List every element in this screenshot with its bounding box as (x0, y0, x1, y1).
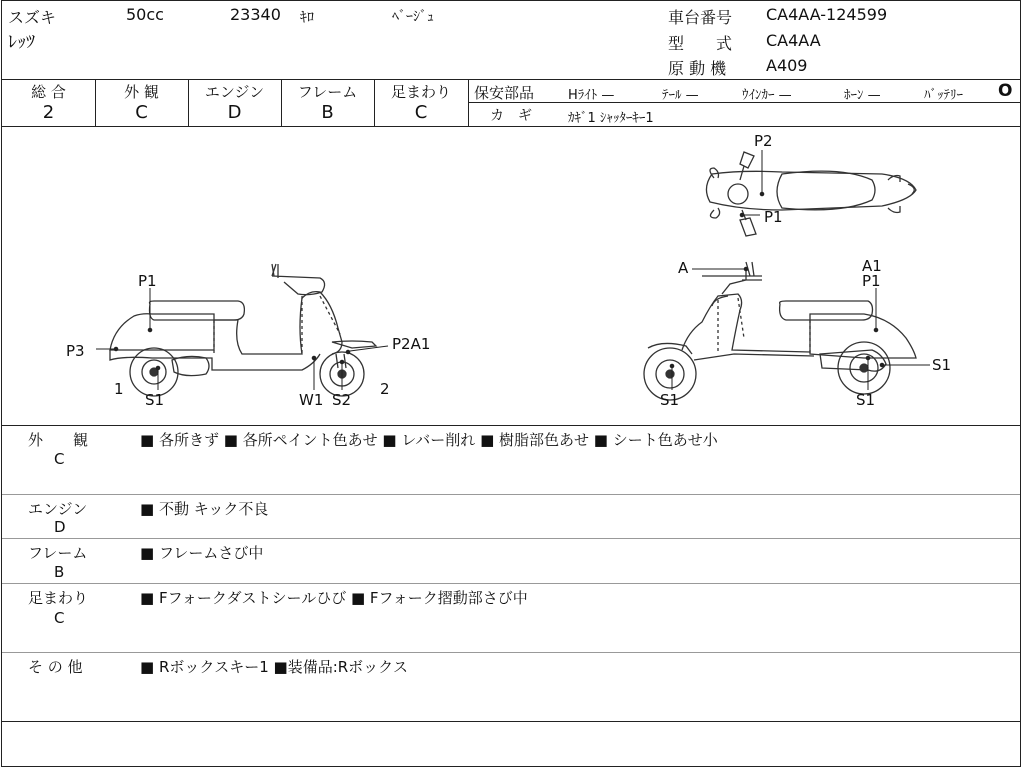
section-suspension-text: ■ Fフォークダストシールひび ■ Fフォーク摺動部さび中 (140, 589, 528, 607)
frame-no-label: 車台番号 (668, 8, 733, 27)
divider (2, 425, 1020, 426)
model-name: ﾚｯﾂ (8, 32, 35, 53)
label-w1: W1 (299, 391, 324, 409)
divider (2, 79, 1020, 80)
divider (2, 538, 1020, 539)
section-exterior-label: 外 観 (28, 431, 89, 449)
divider (2, 721, 1020, 722)
grade-frame-label: フレーム (297, 83, 358, 101)
label-s1-rear: S1 (856, 391, 876, 409)
engine-value: A409 (766, 56, 808, 75)
label-s1-side: S1 (932, 356, 952, 374)
inspection-sheet (1, 0, 1021, 767)
grade-exterior-label: 外 観 (124, 83, 159, 101)
type-value: CA4AA (766, 31, 821, 50)
grade-overall-label: 総 合 (31, 83, 66, 101)
section-frame-label: フレーム (28, 544, 88, 562)
section-frame-text: ■ フレームさび中 (140, 544, 264, 562)
divider (468, 79, 469, 126)
grade-exterior-value: C (135, 102, 148, 123)
label-p2-top: P2 (754, 132, 773, 150)
label-a1: A1 (862, 257, 882, 275)
section-exterior-grade: C (54, 450, 65, 468)
mileage: 23340 (230, 5, 281, 24)
damage-diagram (2, 128, 1020, 425)
type-label: 型 式 (668, 34, 733, 53)
key-label: カ ギ (490, 108, 532, 124)
safety-battery-mark: O (998, 81, 1013, 101)
key-value: ｶｷﾞ1 ｼｬｯﾀｰｷｰ1 (568, 111, 654, 126)
section-suspension-grade: C (54, 609, 65, 627)
safety-battery: ﾊﾞｯﾃﾘｰ (924, 88, 963, 103)
engine-label: 原 動 機 (668, 59, 727, 78)
safety-winker: ｳｲﾝｶｰ — (742, 88, 792, 103)
safety-horn: ﾎｰﾝ — (844, 88, 881, 103)
grade-frame-value: B (321, 102, 334, 123)
safety-label: 保安部品 (474, 84, 535, 102)
label-s2: S2 (332, 391, 352, 409)
section-suspension-label: 足まわり (28, 589, 89, 607)
grade-suspension-value: C (414, 102, 428, 123)
frame-no: CA4AA-124599 (766, 5, 888, 24)
label-p1-top: P1 (764, 208, 783, 226)
scooter-top-view (706, 152, 916, 236)
label-2: 2 (380, 380, 390, 398)
label-p1-left: P1 (138, 272, 157, 290)
section-other-text: ■ Rボックスキー1 ■装備品:Rボックス (140, 658, 409, 676)
mileage-unit: ｷﾛ (300, 10, 314, 26)
section-other-label: そ の 他 (28, 658, 83, 676)
section-engine-grade: D (54, 518, 66, 536)
label-p3: P3 (66, 342, 85, 360)
label-s1-front: S1 (660, 391, 680, 409)
label-1: 1 (114, 380, 124, 398)
label-p1-right: P1 (862, 272, 881, 290)
maker: スズキ (8, 8, 57, 27)
grade-suspension-label: 足まわり (390, 83, 451, 101)
label-p2a1: P2A1 (392, 335, 431, 353)
divider (2, 126, 1020, 127)
divider (2, 652, 1020, 653)
grade-engine-value: D (227, 102, 242, 123)
displacement: 50cc (126, 5, 164, 24)
divider (2, 494, 1020, 495)
divider (2, 583, 1020, 584)
label-a: A (678, 259, 689, 277)
safety-headlight: Hﾗｲﾄ — (568, 88, 615, 103)
section-frame-grade: B (54, 563, 65, 581)
label-s1-left: S1 (145, 391, 165, 409)
grade-overall-value: 2 (42, 102, 55, 123)
section-engine-label: エンジン (28, 500, 88, 518)
color: ﾍﾞｰｼﾞｭ (392, 9, 434, 25)
section-engine-text: ■ 不動 キック不良 (140, 500, 269, 518)
safety-tail: ﾃｰﾙ — (662, 88, 699, 103)
grade-engine-label: エンジン (204, 83, 265, 101)
section-exterior-text: ■ 各所きず ■ 各所ペイント色あせ ■ レバー削れ ■ 樹脂部色あせ ■ シート色あせ小 (140, 431, 718, 449)
